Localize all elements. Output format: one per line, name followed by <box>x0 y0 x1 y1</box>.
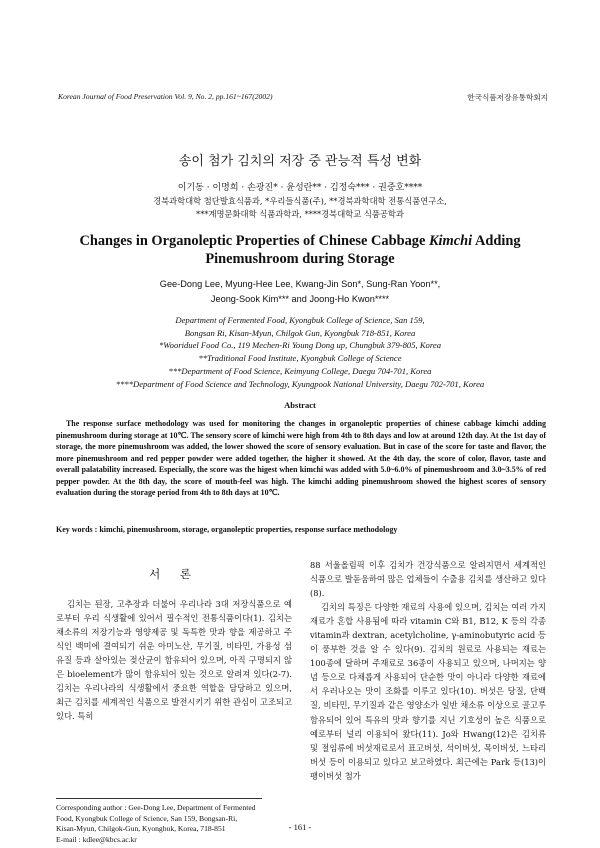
body-column-right <box>310 558 546 783</box>
english-title <box>0 232 600 268</box>
footnote-rule <box>56 798 262 799</box>
english-affiliation-line: **Traditional Food Institute, Kyongbuk College of Science <box>198 353 402 364</box>
footnote-line: Corresponding author : Gee-Dong Lee, Department of Fermented <box>56 803 256 812</box>
english-affiliation-line: *Wooriduel Food Co., 119 Mechen-Ri Young Dong up, Chungbuk 379-805, Korea <box>159 340 441 351</box>
english-affiliation-line: Department of Fermented Food, Kyongbuk College of Science, San 159, <box>175 315 425 325</box>
footnote-line: Food, Kyongbuk College of Science, San 159, Bongsan-Ri, <box>56 813 238 823</box>
keywords <box>56 525 546 534</box>
body-paragraph: 김치는 된장, 고추장과 더불어 우리나라 3대 저장식품으로 예로부터 우리 식생활에 있어서 필수적인 전통식품이다(1). 김치는 채소류의 저장기능과 영양제공 및 독특한 맛과 향을 제공하고 주식인 백미에 결여되기 쉬운 아미노산, 무기질, 비타민, 가용성 섬유질 등과 살아있는 젖산균이 함유되어 있으며, 아직 구명되지 않은 bioelement가 많이 함유되어 있는 것으로 알려져 있다(2-7). 김치는 우리나라의 식생활에서 중요한 역할을 담당하고 있으며, 최근 김치를 세계적인 식품으로 발전시키기 위한 관심이 고조되고 있다. 특히 <box>56 599 292 722</box>
english-affiliation-line: Bongsan Ri, Kisan-Myun, Chilgok Gun, Kyongbuk 718-851, Korea <box>184 327 416 338</box>
english-title-part: Adding <box>472 233 521 249</box>
korean-affiliation-line: ***계명문화대학 식품과학과, ****경북대학교 식품공학과 <box>196 209 404 219</box>
korean-title: 송이 첨가 김치의 저장 중 관능적 특성 변화 <box>178 154 422 169</box>
english-affiliation-line: ***Department of Food Science, Keimyung College, Daegu 704-701, Korea <box>168 365 432 376</box>
body-paragraph: 88 서울올림픽 이후 김치가 건강식품으로 알려지면서 세계적인 식품으로 발돋움하여 많은 업체들이 수출용 김치를 생산하고 있다(8). <box>310 560 546 599</box>
korean-affiliations <box>0 195 600 221</box>
body-paragraph: 김치의 특징은 다양한 재료의 사용에 있으며, 김치는 여러 가지 재료가 혼합 사용됨에 따라 vitamin C와 B1, B12, K 등의 각종 vitamin과 dextran, acetylcholine, γ-aminobutyric acid 등이 풍부한 것을 알 수 있다(9). 김치의 원료로 사용되는 재료는 100종에 달하며 주재료로 36종이 사용되고 있으며, 나머지는 양념 등으로 다채롭게 사용되어 단순한 맛이 아니라 다양한 재료에서 우러나오는 맛이 조화를 이루고 있다(10). 버섯은 당질, 단백질, 비타민, 무기질과 같은 영양소가 일반 채소류 이상으로 골고루 함유되어 있어 특유의 맛과 향기를 지닌 기호성이 높은 식품으로 예로부터 널리 이용되어 왔다(11). Jo와 Hwang(12)은 김치류 및 절임류에 버섯재료로서 표고버섯, 석이버섯, 목이버섯, 느타리버섯 등이 이용되고 있다고 보고하였다. 최근에는 Park 등(13)이 팽이버섯 첨가 <box>310 602 546 781</box>
korean-authors: 이기동 · 이명희 · 손광진* · 윤성란** · 김정숙*** · 권중호**** <box>177 183 423 193</box>
footnote-email: E-mail : kdlee@kbcs.ac.kr <box>56 834 137 844</box>
abstract-text: The response surface methodology was used for monitoring the changes in organoleptic properties of chinese cabbage kimchi adding pinemushroom during storage at 10℃. The sensory score of kimchi were high from 4th to 8th days and low at around 12th day. At the 1st day of storage, the more pinemushroom was added, the lower showed the score of sensory evaluation. But in case of the score for taste and flavor, the more pinemushroom and red pepper powder were added together, the higher it showed. At the 4th day, the score of color, flavor, taste and overall palatability increased. Especially, the score was the higest when kimchi was added with 5.0~6.0% of pinemushroom and 3.0~3.5% of red pepper powder. At the 8th day, the score of mouth-feel was high. The kimchi adding pinemushroom showed the highest scores of sensory evaluation during the storage period from 4th to 8th days at 10℃. <box>56 419 546 497</box>
keywords-label: Key words : <box>56 525 100 534</box>
english-authors <box>0 277 600 307</box>
english-affiliations <box>0 314 600 390</box>
english-title-line2: Pinemushroom during Storage <box>205 251 395 267</box>
korean-affiliation-line: 경북과학대학 첨단발효식품과, *우리들식품(주), **경북과학대학 전통식품연구소, <box>153 196 447 206</box>
journal-citation: Korean Journal of Food Preservation Vol. 9, No. 2, pp.161~167(2002) <box>58 92 273 101</box>
english-authors-line: Gee-Dong Lee, Myung-Hee Lee, Kwang-Jin Son*, Sung-Ran Yoon**, <box>159 279 441 289</box>
keywords-list: kimchi, pinemushroom, storage, organoleptic properties, response surface methodology <box>99 525 398 534</box>
english-authors-line: Jeong-Sook Kim*** and Joong-Ho Kwon**** <box>210 294 390 304</box>
abstract-heading: Abstract <box>284 400 316 410</box>
running-header <box>58 92 548 103</box>
english-affiliation-line: ****Department of Food Science and Technology, Kyungpook National University, Daegu 702-701, Korea <box>115 378 485 389</box>
body-column-left <box>56 597 292 723</box>
section-heading-introduction: 서 론 <box>149 567 199 581</box>
society-name: 한국식품저장유통학회지 <box>467 93 548 102</box>
english-title-italic: Kimchi <box>428 233 473 249</box>
english-title-part: Changes in Organoleptic Properties of Chinese Cabbage <box>79 233 429 249</box>
footnote-line: Kisan-Myun, Chilgok-Gun, Kyongbuk, Korea, 718-851 <box>56 824 226 833</box>
page-number: - 161 - <box>288 822 312 832</box>
